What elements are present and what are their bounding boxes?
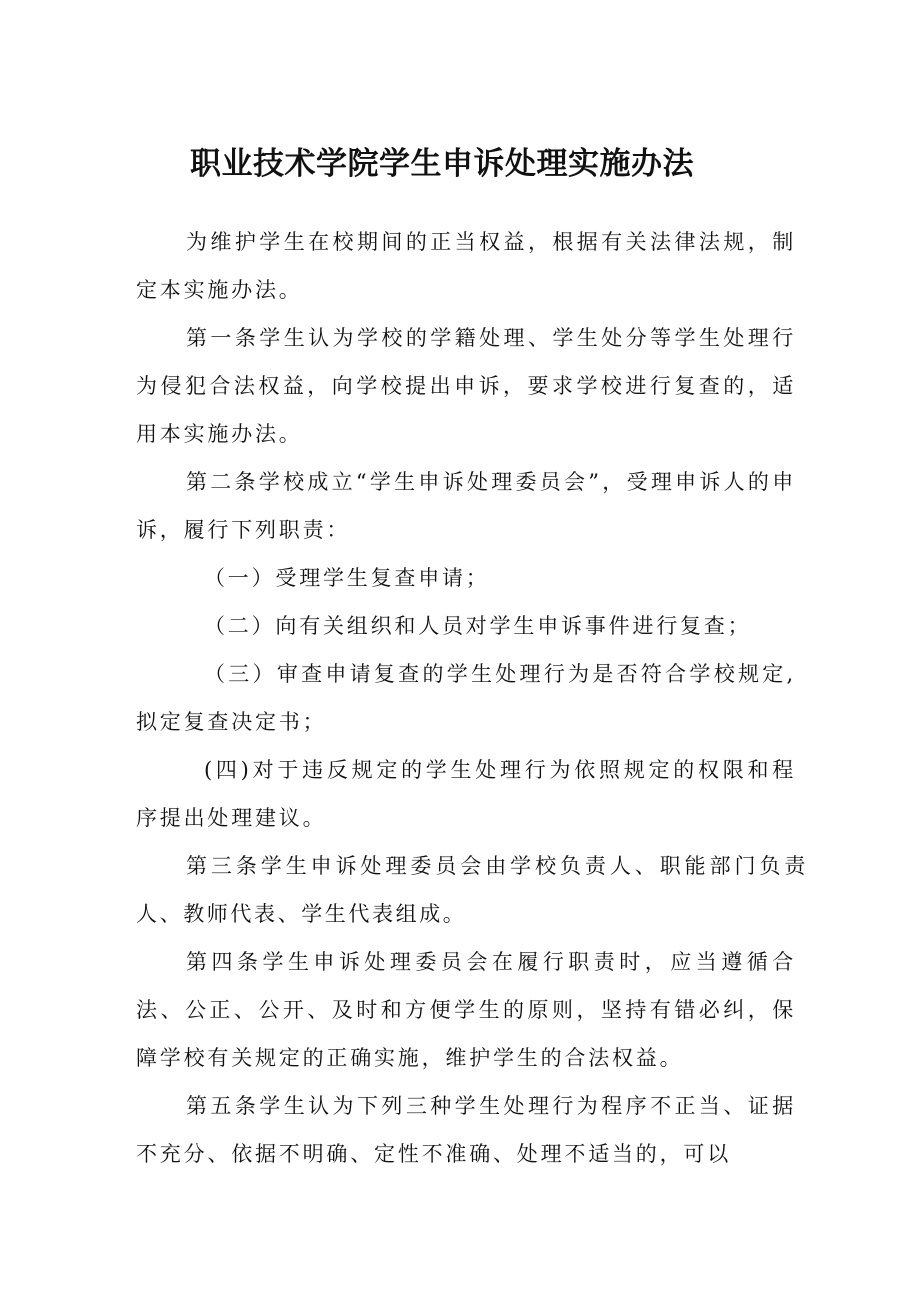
paragraph-article-2: 第二条学校成立“学生申诉处理委员会”，受理申诉人的申诉，履行下列职责： xyxy=(136,470,796,542)
paragraph-article-3: 第三条学生申诉处理委员会由学校负责人、职能部门负责人、教师代表、学生代表组成。 xyxy=(136,854,808,926)
paragraph-article-4: 第四条学生申诉处理委员会在履行职责时，应当遵循合法、公正、公开、及时和方便学生的原则，坚持有错必纠，保障学校有关规定的正确实施，维护学生的合法权益。 xyxy=(136,950,796,1070)
list-item-duty-2: （二）向有关组织和人员对学生申诉事件进行复查； xyxy=(204,614,752,638)
paragraph-article-5: 第五条学生认为下列三种学生处理行为程序不正当、证据不充分、依据不明确、定性不准确、处理不适当的，可以 xyxy=(136,1094,796,1166)
list-item-duty-3: （三）审查申请复查的学生处理行为是否符合学校规定,拟定复查决定书； xyxy=(136,662,796,734)
document-title: 职业技术学院学生申诉处理实施办法 xyxy=(190,146,694,182)
list-item-duty-1: （一）受理学生复查申请； xyxy=(204,566,490,590)
list-item-duty-4: (四)对于违反规定的学生处理行为依照规定的权限和程序提出处理建议。 xyxy=(136,758,796,830)
paragraph-article-1: 第一条学生认为学校的学籍处理、学生处分等学生处理行为侵犯合法权益，向学校提出申诉，要求学校进行复查的，适用本实施办法。 xyxy=(136,326,796,446)
paragraph-preamble: 为维护学生在校期间的正当权益，根据有关法律法规，制定本实施办法。 xyxy=(136,230,796,302)
